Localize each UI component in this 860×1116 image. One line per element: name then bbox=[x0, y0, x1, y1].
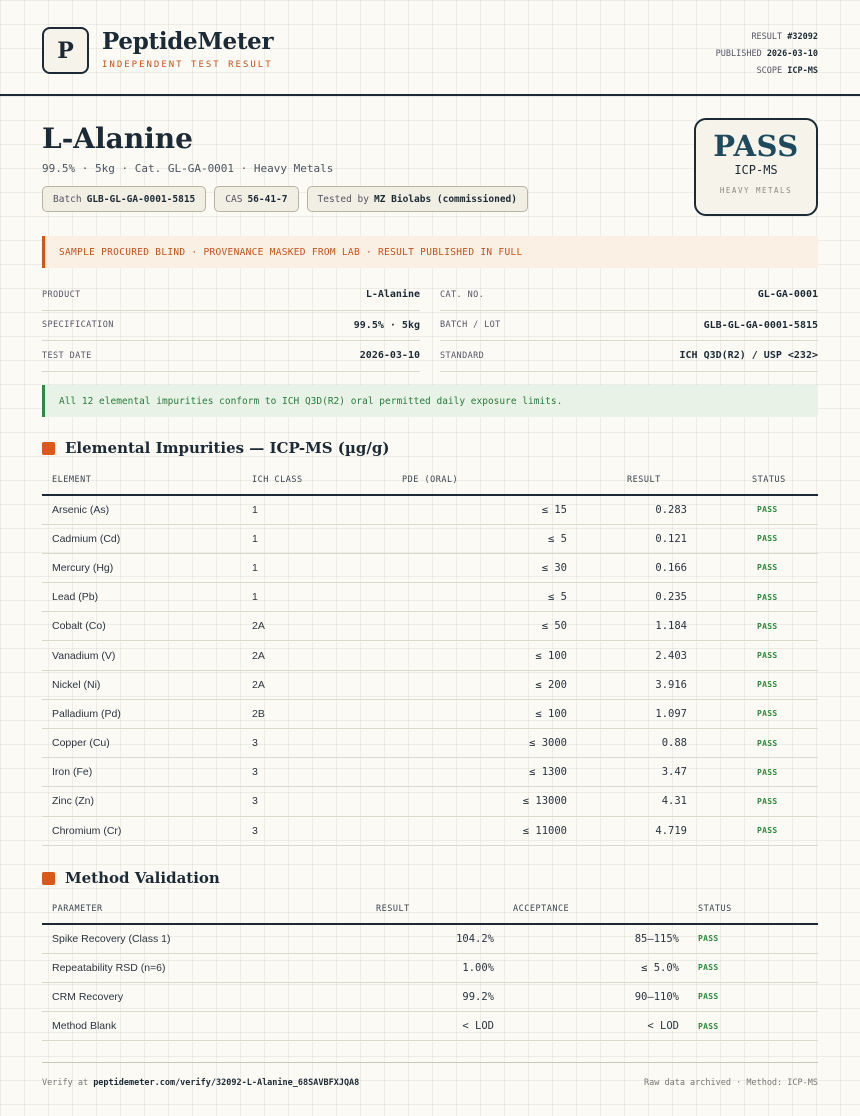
validation-heading bbox=[42, 869, 220, 887]
pde-limit: ≤ 3000 bbox=[402, 729, 567, 758]
brand-logo: P bbox=[42, 27, 89, 74]
archive-note: Raw data archived · Method: ICP-MS bbox=[644, 1077, 818, 1088]
element-name: Arsenic (As) bbox=[42, 495, 242, 524]
report-header bbox=[0, 0, 860, 96]
element-name: Chromium (Cr) bbox=[42, 816, 242, 845]
status-badge: PASS bbox=[687, 553, 818, 582]
validation-title: Method Validation bbox=[65, 869, 220, 887]
element-name: Zinc (Zn) bbox=[42, 787, 242, 816]
info-standard: STANDARD ICH Q3D(R2) / USP <232> bbox=[440, 341, 818, 372]
report-meta bbox=[716, 29, 818, 80]
impurity-row bbox=[42, 699, 818, 728]
element-name: Copper (Cu) bbox=[42, 729, 242, 758]
pde-limit: ≤ 200 bbox=[402, 670, 567, 699]
info-specification: SPECIFICATION 99.5% · 5kg bbox=[42, 311, 420, 342]
validation-row bbox=[42, 924, 818, 953]
col-acceptance: ACCEPTANCE bbox=[494, 895, 679, 924]
info-grid bbox=[42, 280, 818, 372]
ich-class: 2A bbox=[242, 641, 402, 670]
validation-row bbox=[42, 953, 818, 982]
col-result: RESULT bbox=[567, 466, 687, 495]
measured-result: 0.121 bbox=[567, 524, 687, 553]
ich-class: 2A bbox=[242, 670, 402, 699]
validation-result: 99.2% bbox=[322, 982, 494, 1011]
col-parameter: PARAMETER bbox=[42, 895, 322, 924]
info-row bbox=[42, 341, 818, 372]
status-badge: PASS bbox=[679, 953, 818, 982]
measured-result: 4.719 bbox=[567, 816, 687, 845]
verdict-scope: HEAVY METALS bbox=[719, 186, 793, 195]
pde-limit: ≤ 1300 bbox=[402, 758, 567, 787]
element-name: Nickel (Ni) bbox=[42, 670, 242, 699]
info-cat-no: CAT. NO. GL-GA-0001 bbox=[440, 280, 818, 311]
impurity-row bbox=[42, 670, 818, 699]
conformance-banner: All 12 elemental impurities conform to ICH Q3D(R2) oral permitted daily exposure limits. bbox=[42, 385, 818, 417]
parameter-name: CRM Recovery bbox=[42, 982, 322, 1011]
measured-result: 1.184 bbox=[567, 612, 687, 641]
ich-class: 1 bbox=[242, 583, 402, 612]
pde-limit: ≤ 30 bbox=[402, 553, 567, 582]
validation-result: < LOD bbox=[322, 1012, 494, 1041]
section-marker-icon bbox=[42, 872, 55, 885]
element-name: Iron (Fe) bbox=[42, 758, 242, 787]
info-product: PRODUCT L-Alanine bbox=[42, 280, 420, 311]
product-chips bbox=[42, 186, 528, 212]
measured-result: 3.47 bbox=[567, 758, 687, 787]
col-pde: PDE (ORAL) bbox=[402, 466, 567, 495]
info-row bbox=[42, 280, 818, 311]
impurity-row bbox=[42, 729, 818, 758]
status-badge: PASS bbox=[687, 816, 818, 845]
impurities-title: Elemental Impurities — ICP-MS (µg/g) bbox=[65, 439, 390, 457]
element-name: Lead (Pb) bbox=[42, 583, 242, 612]
validation-row bbox=[42, 982, 818, 1011]
brand-tagline: INDEPENDENT TEST RESULT bbox=[102, 60, 273, 70]
impurity-row bbox=[42, 524, 818, 553]
measured-result: 0.235 bbox=[567, 583, 687, 612]
ich-class: 2B bbox=[242, 699, 402, 728]
measured-result: 1.097 bbox=[567, 699, 687, 728]
acceptance-criteria: 85–115% bbox=[494, 924, 679, 953]
meta-scope: SCOPE ICP-MS bbox=[756, 66, 818, 76]
acceptance-criteria: ≤ 5.0% bbox=[494, 953, 679, 982]
impurity-row bbox=[42, 787, 818, 816]
verdict-method: ICP-MS bbox=[734, 163, 778, 177]
col-status: STATUS bbox=[687, 466, 818, 495]
ich-class: 3 bbox=[242, 729, 402, 758]
ich-class: 2A bbox=[242, 612, 402, 641]
parameter-name: Repeatability RSD (n=6) bbox=[42, 953, 322, 982]
status-badge: PASS bbox=[687, 758, 818, 787]
ich-class: 3 bbox=[242, 758, 402, 787]
status-badge: PASS bbox=[687, 641, 818, 670]
parameter-name: Spike Recovery (Class 1) bbox=[42, 924, 322, 953]
section-marker-icon bbox=[42, 442, 55, 455]
element-name: Cadmium (Cd) bbox=[42, 524, 242, 553]
impurity-row bbox=[42, 816, 818, 845]
measured-result: 3.916 bbox=[567, 670, 687, 699]
impurity-row bbox=[42, 641, 818, 670]
status-badge: PASS bbox=[687, 670, 818, 699]
status-badge: PASS bbox=[687, 699, 818, 728]
product-title: L-Alanine bbox=[42, 122, 193, 155]
ich-class: 1 bbox=[242, 524, 402, 553]
impurity-row bbox=[42, 758, 818, 787]
pde-limit: ≤ 5 bbox=[402, 583, 567, 612]
impurities-heading bbox=[42, 439, 389, 457]
product-subtitle: 99.5% · 5kg · Cat. GL-GA-0001 · Heavy Metals bbox=[42, 162, 334, 175]
status-badge: PASS bbox=[679, 982, 818, 1011]
impurities-table bbox=[42, 466, 818, 846]
pde-limit: ≤ 11000 bbox=[402, 816, 567, 845]
status-badge: PASS bbox=[687, 787, 818, 816]
measured-result: 0.88 bbox=[567, 729, 687, 758]
parameter-name: Method Blank bbox=[42, 1012, 322, 1041]
status-badge: PASS bbox=[687, 524, 818, 553]
col-val-result: RESULT bbox=[322, 895, 494, 924]
verify-line: Verify at peptidemeter.com/verify/32092-L-Alanine_68SAVBFXJQA8 bbox=[42, 1077, 360, 1088]
cas-chip: CAS 56-41-7 bbox=[214, 186, 298, 212]
tested-by-chip: Tested by MZ Biolabs (commissioned) bbox=[307, 186, 528, 212]
batch-chip: Batch GLB-GL-GA-0001-5815 bbox=[42, 186, 206, 212]
impurity-row bbox=[42, 612, 818, 641]
meta-result: RESULT #32092 bbox=[751, 32, 818, 42]
blind-sample-notice: SAMPLE PROCURED BLIND · PROVENANCE MASKED FROM LAB · RESULT PUBLISHED IN FULL bbox=[42, 236, 818, 268]
impurity-row bbox=[42, 553, 818, 582]
pde-limit: ≤ 15 bbox=[402, 495, 567, 524]
pde-limit: ≤ 50 bbox=[402, 612, 567, 641]
status-badge: PASS bbox=[687, 729, 818, 758]
element-name: Palladium (Pd) bbox=[42, 699, 242, 728]
validation-result: 1.00% bbox=[322, 953, 494, 982]
acceptance-criteria: < LOD bbox=[494, 1012, 679, 1041]
pde-limit: ≤ 13000 bbox=[402, 787, 567, 816]
meta-published: PUBLISHED 2026-03-10 bbox=[715, 49, 818, 59]
ich-class: 3 bbox=[242, 816, 402, 845]
info-batch-lot: BATCH / LOT GLB-GL-GA-0001-5815 bbox=[440, 311, 818, 342]
validation-table bbox=[42, 895, 818, 1041]
element-name: Mercury (Hg) bbox=[42, 553, 242, 582]
status-badge: PASS bbox=[687, 495, 818, 524]
validation-header-row bbox=[42, 895, 818, 924]
verdict-result: PASS bbox=[713, 129, 799, 163]
ich-class: 3 bbox=[242, 787, 402, 816]
status-badge: PASS bbox=[687, 612, 818, 641]
acceptance-criteria: 90–110% bbox=[494, 982, 679, 1011]
impurities-header-row bbox=[42, 466, 818, 495]
impurity-row bbox=[42, 495, 818, 524]
col-val-status: STATUS bbox=[679, 895, 818, 924]
info-test-date: TEST DATE 2026-03-10 bbox=[42, 341, 420, 372]
measured-result: 2.403 bbox=[567, 641, 687, 670]
status-badge: PASS bbox=[679, 924, 818, 953]
measured-result: 0.166 bbox=[567, 553, 687, 582]
report-footer bbox=[42, 1062, 818, 1102]
ich-class: 1 bbox=[242, 495, 402, 524]
info-row bbox=[42, 311, 818, 342]
impurity-row bbox=[42, 583, 818, 612]
verdict-stamp bbox=[694, 118, 818, 216]
element-name: Cobalt (Co) bbox=[42, 612, 242, 641]
pde-limit: ≤ 5 bbox=[402, 524, 567, 553]
validation-row bbox=[42, 1012, 818, 1041]
validation-result: 104.2% bbox=[322, 924, 494, 953]
measured-result: 0.283 bbox=[567, 495, 687, 524]
status-badge: PASS bbox=[687, 583, 818, 612]
ich-class: 1 bbox=[242, 553, 402, 582]
element-name: Vanadium (V) bbox=[42, 641, 242, 670]
status-badge: PASS bbox=[679, 1012, 818, 1041]
pde-limit: ≤ 100 bbox=[402, 699, 567, 728]
brand-name: PeptideMeter bbox=[102, 28, 274, 55]
col-ich-class: ICH CLASS bbox=[242, 466, 402, 495]
verify-link[interactable]: peptidemeter.com/verify/32092-L-Alanine_68SAVBFXJQA8 bbox=[93, 1077, 360, 1088]
pde-limit: ≤ 100 bbox=[402, 641, 567, 670]
measured-result: 4.31 bbox=[567, 787, 687, 816]
col-element: ELEMENT bbox=[42, 466, 242, 495]
